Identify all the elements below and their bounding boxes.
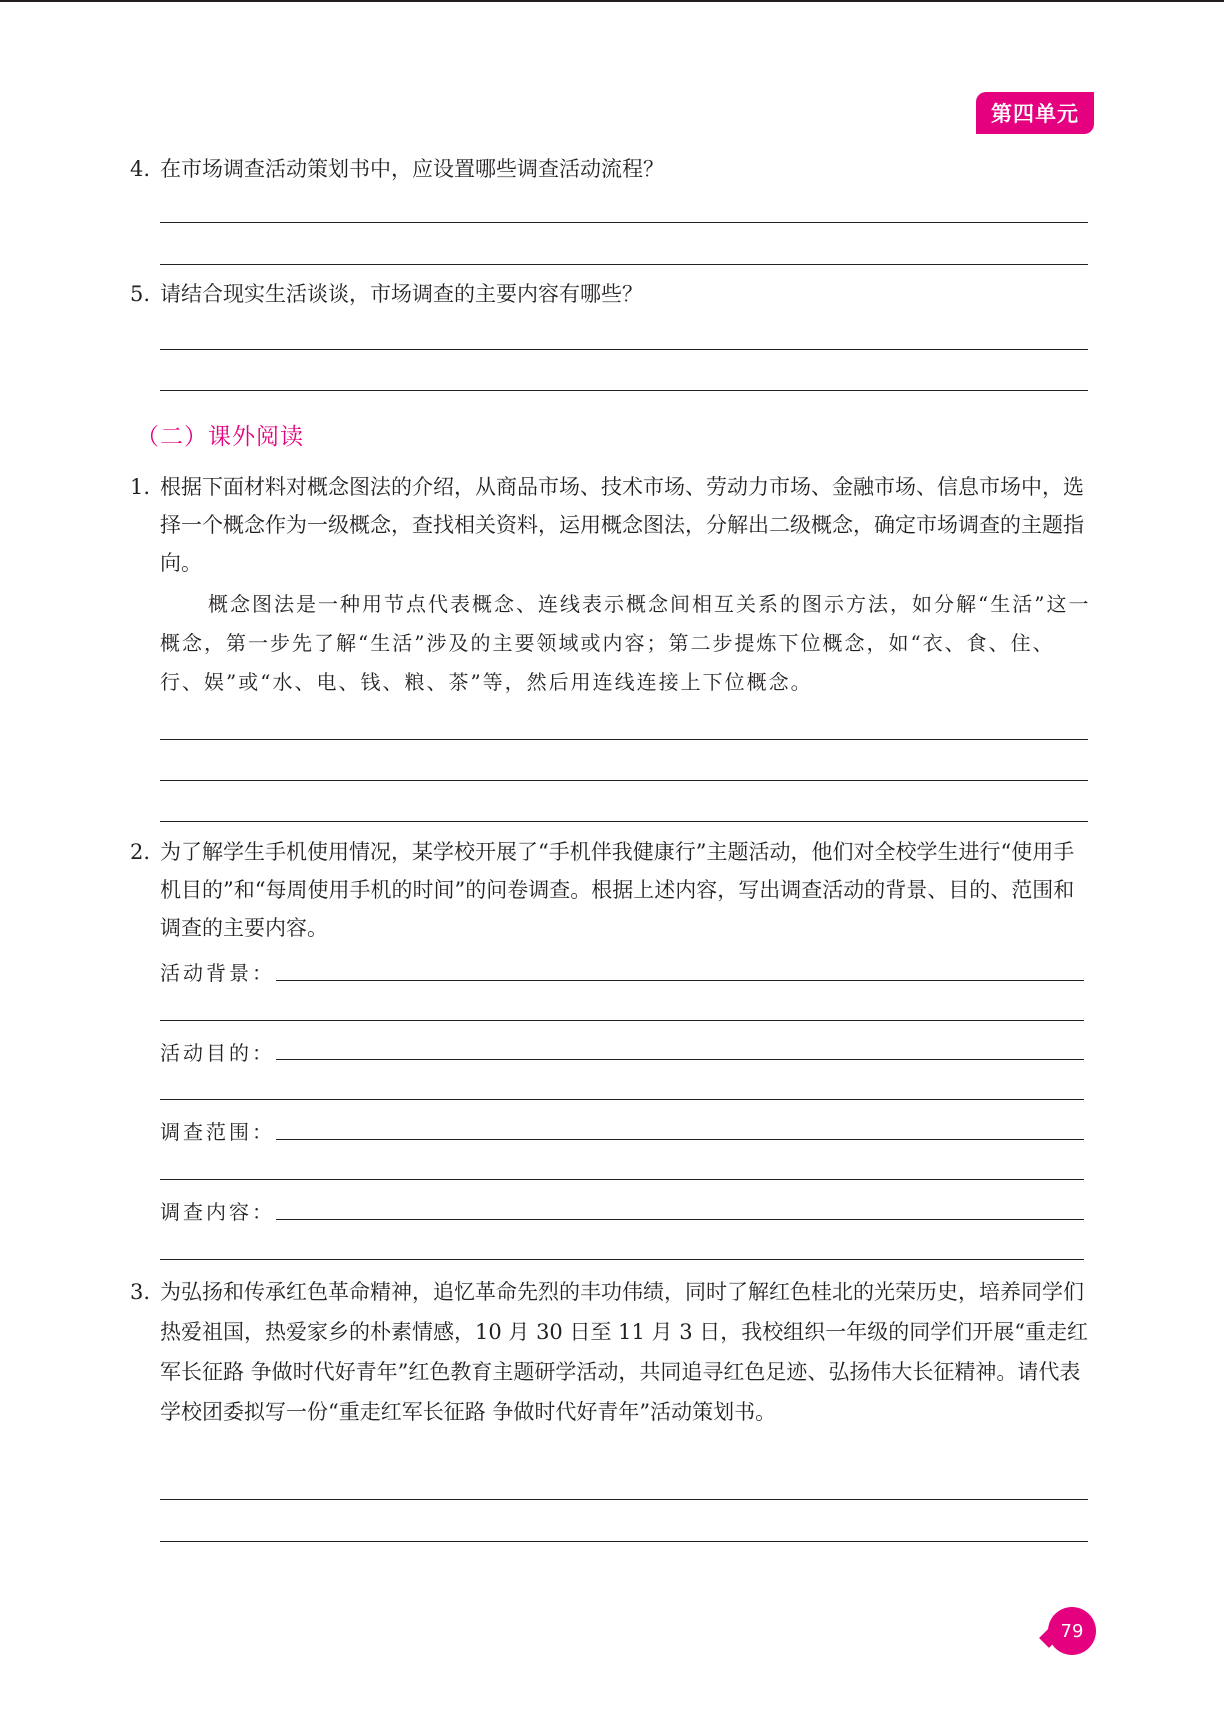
field-label-purpose: 活动目的： [160, 1041, 275, 1065]
material-text: 概念图法是一种用节点代表概念、连线表示概念间相互关系的图示方法，如分解“生活”这一概念，第一步先了解“生活”涉及的主要领域或内容；第二步提炼下位概念，如“衣、食、住、行、娱”或“水、电、钱、粮、茶”等，然后用连线连接上下位概念。 [160, 592, 1091, 694]
answer-line[interactable] [160, 739, 1088, 740]
answer-line[interactable] [160, 1099, 1084, 1100]
top-rule [0, 0, 1224, 2]
purpose-input-line[interactable] [276, 1059, 1084, 1060]
answer-line[interactable] [160, 1541, 1088, 1542]
question-number: 3. [130, 1280, 151, 1304]
scope-input-line[interactable] [276, 1139, 1084, 1140]
answer-line[interactable] [160, 1499, 1088, 1500]
answer-line[interactable] [160, 349, 1088, 350]
answer-line[interactable] [160, 390, 1088, 391]
question-number: 1. [130, 475, 151, 499]
question-b2 [130, 833, 1094, 947]
question-number: 4. [130, 157, 151, 181]
question-4 [130, 150, 1094, 188]
answer-line[interactable] [160, 264, 1088, 265]
field-label-background: 活动背景： [160, 961, 275, 985]
page-number: 79 [1060, 1620, 1084, 1642]
question-5 [130, 275, 1094, 313]
answer-line[interactable] [160, 821, 1088, 822]
question-text: 请结合现实生活谈谈，市场调查的主要内容有哪些？ [160, 282, 643, 306]
content-input-line[interactable] [276, 1219, 1084, 1220]
page-number-badge [1048, 1607, 1096, 1655]
reading-material [160, 585, 1094, 702]
field-label-scope: 调查范围： [160, 1120, 275, 1144]
question-text: 在市场调查活动策划书中，应设置哪些调查活动流程？ [160, 157, 664, 181]
answer-line[interactable] [160, 1259, 1084, 1260]
answer-line[interactable] [160, 1020, 1084, 1021]
question-number: 2. [130, 840, 151, 864]
question-b1 [130, 468, 1094, 582]
background-input-line[interactable] [276, 980, 1084, 981]
field-label-content: 调查内容： [160, 1200, 275, 1224]
question-text: 为弘扬和传承红色革命精神，追忆革命先烈的丰功伟绩，同时了解红色桂北的光荣历史，培养同学们热爱祖国，热爱家乡的朴素情感，10 月 30 日至 11 月 3 日，我校组织一年级的同学们开展“重走红军长征路 争做时代好青年”红色教育主题研学活动，共同追寻红色足迹、弘扬伟大长征精神。请代表学校团委拟写一份“重走红军长征路 争做时代好青年”活动策划书。 [160, 1280, 1088, 1424]
question-number: 5. [130, 282, 151, 306]
unit-tag: 第四单元 [976, 92, 1094, 134]
question-text: 为了解学生手机使用情况，某学校开展了“手机伴我健康行”主题活动，他们对全校学生进行“使用手机目的”和“每周使用手机的时间”的问卷调查。根据上述内容，写出调查活动的背景、目的、范围和调查的主要内容。 [160, 840, 1075, 940]
answer-line[interactable] [160, 1179, 1084, 1180]
answer-line[interactable] [160, 780, 1088, 781]
question-b3 [130, 1272, 1094, 1432]
answer-line[interactable] [160, 222, 1088, 223]
question-text: 根据下面材料对概念图法的介绍，从商品市场、技术市场、劳动力市场、金融市场、信息市场中，选择一个概念作为一级概念，查找相关资料，运用概念图法，分解出二级概念，确定市场调查的主题指向。 [160, 475, 1084, 575]
section-title: （二）课外阅读 [136, 424, 304, 450]
